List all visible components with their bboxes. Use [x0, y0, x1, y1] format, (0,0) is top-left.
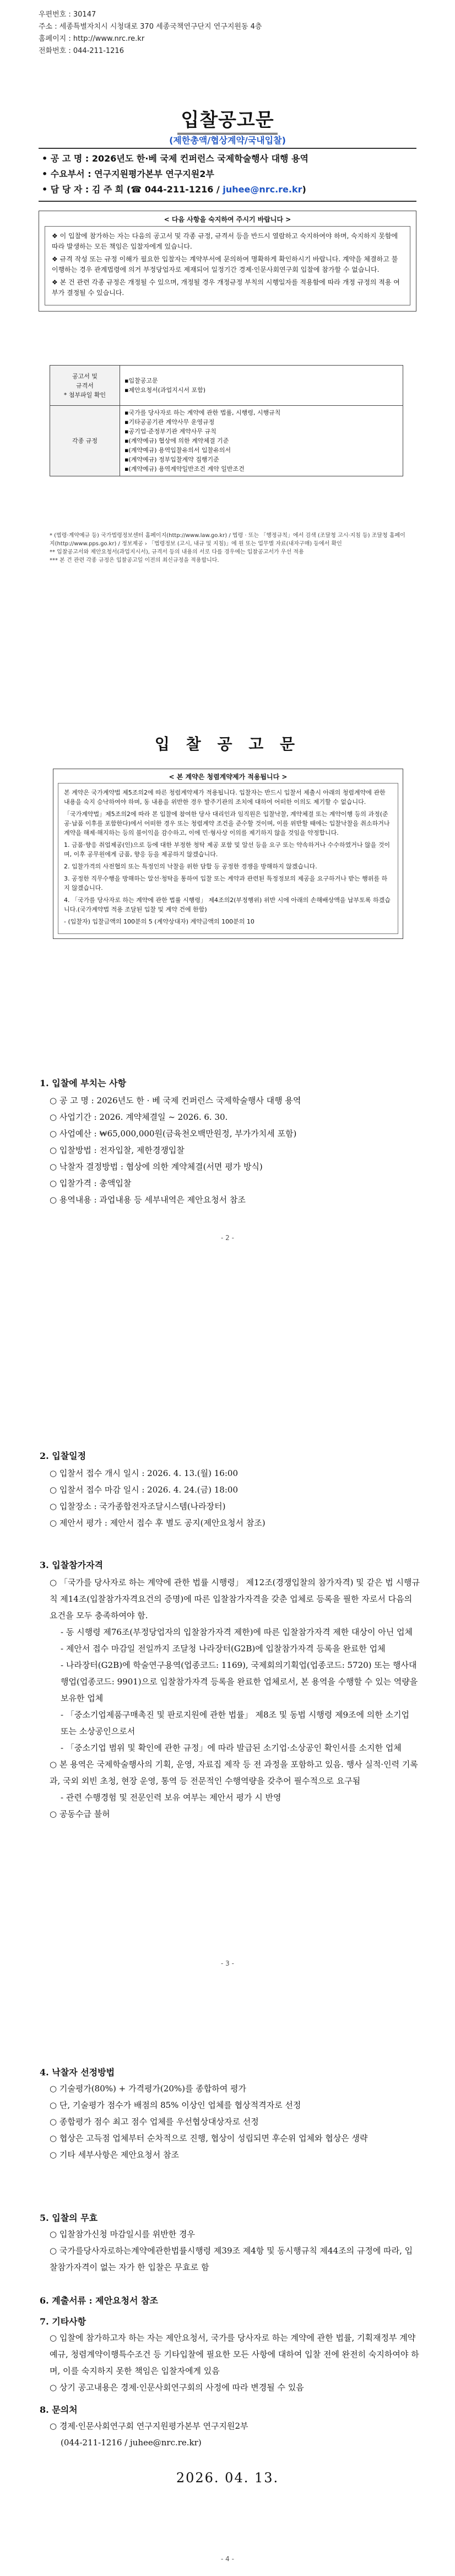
section-line: ○ 사업예산 : ₩65,000,000원(금육천오백만원정, 부가가치세 포함) — [50, 1129, 297, 1139]
page-number: - 4 - — [221, 2555, 234, 2563]
section-line: ○ 단, 기술평가 점수가 배점의 85% 이상인 업체를 협상적격자로 선정 — [50, 2100, 301, 2110]
section-line: - 「중소기업 범위 및 확인에 관한 규정」에 따라 발급된 소기업·소상공인 확인서를 소지한 업체 — [61, 1743, 402, 1753]
section-line: ○ 종합평가 점수 최고 점수 업체를 우선협상대상자로 선정 — [50, 2117, 259, 2127]
table-row — [50, 406, 403, 476]
table-item: ▪(계약예규) 협상에 의한 계약체결 기준 — [124, 437, 229, 444]
integrity-box-content — [58, 783, 398, 934]
table-row — [50, 366, 403, 406]
section-line: ○ 사업기간 : 2026. 계약체결일 ~ 2026. 6. 30. — [50, 1112, 228, 1122]
section-3 — [40, 1558, 420, 1822]
section-line: ○ 제안서 평가 : 제안서 접수 후 별도 공지(제안요청서 참조) — [50, 1518, 266, 1528]
page-title: 입찰공고문 — [0, 105, 455, 135]
notice-item: ❖ 이 입찰에 참가하는 자는 다음의 공고서 및 각종 규정, 규격서 등을 반드시 열람하고 숙지하여야 하며, 숙지하지 못함에 따라 발생하는 모든 책임은 입찰자에게 있습니다. — [52, 232, 398, 250]
section-line: ○ 「국가를 당사자로 하는 계약에 관한 법률 시행령」 제12조(경쟁입찰의 참가자격) 및 같은 법 시행규칙 제14조(입찰참가자격요건의 증명)에 따른 입찰참가자격을 갖춘 업체로 등록을 필한 자로서 다음의 요건을 모두 충족하여야 함. — [50, 1577, 420, 1620]
table-item: ▪기타공공기관 계약사무 운영규정 — [124, 418, 215, 426]
note-line: *** 본 건 관련 각종 규정은 입찰공고일 이전의 최신규정을 적용합니다. — [50, 557, 219, 564]
section-line: ○ 공동수급 불허 — [50, 1809, 110, 1819]
table-item: ▪(계약예규) 용역입찰유의서 입찰유의서 — [124, 447, 231, 454]
section-line: ○ 경제·인문사회연구회 연구지원평가본부 연구지원2부 — [50, 2421, 248, 2431]
section-line: ○ 입찰방법 : 전자입찰, 제한경쟁입찰 — [50, 1145, 185, 1155]
integrity-box — [53, 769, 403, 939]
section-line: ○ 입찰에 참가하고자 하는 자는 제안요청서, 국가를 당사자로 하는 계약에 관한 법률, 기획재정부 계약예규, 청렴계약이행특수조건 등 기타입찰에 필요한 모든 사항에 대하여 입찰 전에 완전히 숙지하여야 하며, 이를 숙지하지 못한 책임은 입찰자에게 있음 — [50, 2333, 419, 2376]
table-item: ▪입찰공고문 — [124, 377, 158, 384]
section-line: ○ 입찰가격 : 총액입찰 — [50, 1178, 132, 1188]
notice-box — [39, 211, 416, 312]
section-line: - 제안서 접수 마감일 전일까지 조달청 나라장터(G2B)에 입찰참가자격 등록을 완료한 업체 — [61, 1644, 386, 1654]
integrity-item: 「국가계약법」제5조의2에 따라 본 입찰에 참여한 당사 대리인과 임직원은 입찰낙찰, 계약체결 또는 계약이행 등의 과정(준공·납품 이후를 포함한다)에서 어떠한 경우 또는 청렴계약 조건을 준수할 것이며, 이를 위반할 때에는 입찰낙찰을 취소하거나 계약을 해제·해지하는 등의 불이익을 감수하고, 이에 민·형사상 이의를 제기하지 않을 것임을 약정합니다. — [64, 811, 390, 836]
documents-table — [50, 365, 403, 476]
section-line: ○ 입찰서 접수 개시 일시 : 2026. 4. 13.(월) 16:00 — [50, 1468, 238, 1478]
section-line: ○ 상기 공고내용은 경제·인문사회연구회의 사정에 따라 변경될 수 있음 — [50, 2382, 304, 2392]
section-heading: 2. 입찰일정 — [40, 1451, 86, 1461]
meta-department: • 수요부서 : 연구지원평가본부 연구지원2부 — [42, 169, 214, 179]
page-number: - 2 - — [221, 1234, 234, 1242]
header-homepage: 홈페이지 : http://www.nrc.re.kr — [39, 35, 145, 43]
section-5 — [40, 2211, 420, 2276]
table-item: ▪(계약예규) 용역계약일반조건 계약 일반조건 — [124, 465, 245, 473]
page-subtitle: (제한총액/협상계약/국내입찰) — [169, 135, 286, 146]
section-line: ○ 본 용역은 국제학술행사의 기획, 운영, 자료집 제작 등 전 과정을 포함하고 있음. 행사 실적·인력 기록과, 국외 외빈 초청, 현장 운영, 통역 등 전문적인 수행역량을 갖추어 필수적으로 요구됨 — [50, 1759, 418, 1786]
table-item: ▪공기업·준정부기관 계약사무 규칙 — [124, 428, 216, 435]
section-4 — [40, 2065, 420, 2163]
section-line: ○ 입찰장소 : 국가종합전자조달시스템(나라장터) — [50, 1501, 226, 1511]
table-item: ▪제안요청서(과업지시서 포함) — [124, 387, 206, 394]
integrity-box-head: < 본 계약은 청렴계약제가 적용됩니다 > — [169, 773, 288, 781]
section-line: ○ 기타 세부사항은 제안요청서 참조 — [50, 2150, 180, 2160]
section-heading: 6. 계출서류 : 제안요청서 참조 — [40, 2295, 158, 2306]
integrity-item: - (입찰자) 입찰금액의 100분의 5 (계약상대자) 계약금액의 100분의 10 — [64, 918, 254, 925]
section-line: - 나라장터(G2B)에 학술연구용역(업종코드: 1169), 국제회의기획업(업종코드: 5720) 또는 행사대행업(업종코드: 9901)으로 입찰참가자격 등록을 완료한 업체로서, 본 용역을 수행할 수 있는 역량을 보유한 업체 — [61, 1660, 418, 1703]
integrity-item: 본 계약은 국가계약법 제5조의2에 따른 청렴계약제가 적용됩니다. 입찰자는 반드시 입찰서 제출시 아래의 청렴계약에 관한 내용을 숙지 승낙하여야 하며, 동 내용을 위반한 경우 발주기관의 조치에 대하여 어떠한 이의도 제기할 수 없습니다. — [64, 789, 386, 806]
table-cell — [120, 406, 403, 476]
table-item: ▪(계약예규) 정부입찰계약 집행기준 — [124, 456, 219, 463]
section-line: - 「중소기업제품구매촉진 및 판로지원에 관한 법률」 제8조 및 동법 시행령 제9조에 의한 소기업 또는 소상공인으로서 — [61, 1710, 410, 1736]
table-item: ▪국가를 당사자로 하는 계약에 관한 법률, 시행령, 시행규칙 — [124, 409, 281, 416]
section-heading: 3. 입찰참가자격 — [40, 1560, 104, 1570]
divider — [39, 148, 416, 149]
section-heading: 1. 입찰에 부치는 사항 — [40, 1078, 127, 1088]
section-line: - 관련 수행경험 및 전문인력 보유 여부는 제안서 평가 시 반영 — [61, 1793, 281, 1802]
section-line: ○ 기술평가(80%) + 가격평가(20%)를 종합하여 평가 — [50, 2084, 246, 2094]
contact-line: (044-211-1216 / juhee@nrc.re.kr) — [61, 2438, 202, 2448]
meta-notice-name: • 공 고 명 : 2026년도 한·베 국제 컨퍼런스 국제학술행사 대행 용역 — [42, 153, 308, 164]
section-heading: 8. 문의처 — [40, 2405, 78, 2415]
section-title: 입 찰 공 고 문 — [154, 735, 301, 753]
notice-box-content — [45, 226, 410, 305]
table-label: 각종 규정 — [50, 406, 120, 476]
manager-email[interactable]: juhee@nrc.re.kr — [223, 184, 302, 195]
section-line: ○ 국가를당사자로하는계약에관한법률시행령 제39조 제4항 및 동시행규칙 제44조의 규정에 따라, 입찰참가자격이 없는 자가 한 입찰은 무효로 함 — [50, 2246, 413, 2272]
notice-box-head: < 다음 사항을 숙지하여 주시기 바랍니다 > — [164, 216, 291, 223]
section-line: ○ 용역내용 : 과업내용 등 세부내역은 제안요청서 참조 — [50, 1195, 246, 1205]
header-address: 주소 : 세종특별자치시 시청대로 370 세종국책연구단지 연구지원동 4층 — [39, 23, 262, 31]
section-heading: 4. 낙찰자 선정방법 — [40, 2067, 115, 2078]
section-8 — [40, 2403, 420, 2451]
table-label: 공고서 및 규격서 * 첨부파일 확인 — [50, 366, 120, 406]
section-line: ○ 입찰참가신청 마감일시를 위반한 경우 — [50, 2229, 196, 2239]
integrity-item: 3. 공정한 직무수행을 방해하는 알선·청탁을 통하여 입찰 또는 계약과 관련된 특정정보의 제공을 요구하거나 받는 행위를 하지 않겠습니다. — [64, 875, 388, 892]
header-postcode: 우편번호 : 30147 — [39, 10, 96, 19]
section-line: ○ 협상은 고득점 업체부터 순차적으로 진행, 협상이 성립되면 후순위 업체와 협상은 생략 — [50, 2133, 368, 2143]
integrity-item: 4. 「국가를 당사자로 하는 계약에 관한 법률 시행령」 제4조의2(부정행위) 위반 시에 아래의 손해배상액을 납부토록 하겠습니다.(국가계약법 적용 조달된 입찰 및 계약 건에 한함) — [64, 897, 391, 913]
section-1 — [40, 1076, 420, 1208]
integrity-item: 2. 입찰가격의 사전협의 또는 특정인의 낙찰을 위한 담합 등 공정한 경쟁을 방해하지 않겠습니다. — [64, 863, 317, 870]
note-line: * (법령·계약예규 등) 국가법령정보센터 홈페이지(http://www.law.go.kr) / 법령 · 또는 「행정규칙」에서 검색 (조달청 고시·지침 등) 조달청 홈페이지(http://www.pps.go.kr) / 정보제공 › 「법령정보 (고시, 내규 및 지침)」에 원 또는 업무별 자료(내자구매) 등에서 확인 — [50, 533, 405, 547]
notice-item: ❖ 본 건 관련 각종 규정은 개정될 수 있으며, 개정될 경우 개정규정 부칙의 시행일자를 적용함에 따라 개정 규정의 적용 여부가 결정될 수 있습니다. — [52, 278, 400, 297]
meta-manager: • 담 당 자 : 김 주 희 (☎ 044-211-1216 / juhee@nrc.re.kr) — [42, 184, 306, 195]
header-phone: 전화번호 : 044-211-1216 — [39, 47, 124, 55]
section-heading: 5. 입찰의 무효 — [40, 2213, 98, 2223]
closing-date: 2026. 04. 13. — [176, 2470, 279, 2486]
section-6 — [40, 2294, 420, 2306]
reference-notes — [50, 532, 408, 565]
table-cell — [120, 366, 403, 406]
note-line: ** 입찰공고서와 제안요청서(과업지시서), 규격서 등의 내용의 서로 다를 경우에는 입찰공고서가 우선 적용 — [50, 549, 304, 555]
section-heading: 7. 기타사항 — [40, 2316, 86, 2327]
page-number: - 3 - — [221, 1960, 234, 1967]
section-line: ○ 공 고 명 : 2026년도 한 · 베 국제 컨퍼런스 국제학술행사 대행 용역 — [50, 1096, 301, 1105]
integrity-item: 1. 금품·향응 취업제공(인)으로 등에 대한 부정한 청탁 제공 포함 및 알선 등을 요구 또는 약속하거나 수수하였거나 않을 것이며, 이후 공무원에게 금품, 향응 등을 제공하지 않겠습니다. — [64, 841, 391, 858]
section-line: ○ 입찰서 접수 마감 일시 : 2026. 4. 24.(금) 18:00 — [50, 1485, 238, 1495]
section-7 — [40, 2315, 420, 2396]
divider — [39, 201, 416, 202]
notice-item: ❖ 규격 작성 또는 규정 이해가 필요한 입찰자는 계약부서에 문의하여 명확하게 확인하시기 바랍니다. 계약을 체결하고 불이행하는 경우 관계법령에 의거 부정당업자로 제재되어 일정기간 경제·인문사회연구회 입찰에 참가할 수 없습니다. — [52, 255, 398, 273]
section-2 — [40, 1449, 420, 1531]
section-line: - 동 시행령 제76조(부정당업자의 입찰참가자격 제한)에 따른 입찰참가자격 제한 대상이 아닌 업체 — [61, 1627, 413, 1637]
section-line: ○ 낙찰자 결정방법 : 협상에 의한 계약체결(서면 평가 방식) — [50, 1162, 263, 1172]
